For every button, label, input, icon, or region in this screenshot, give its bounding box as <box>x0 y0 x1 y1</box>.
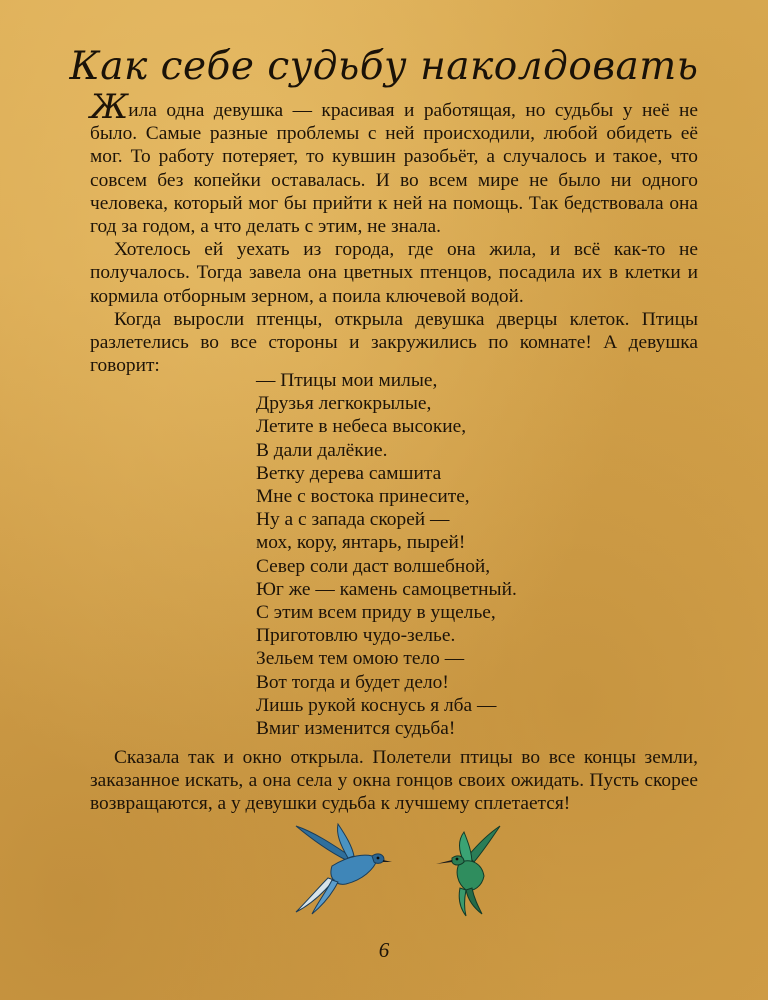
poem-line: Север соли даст волшебной, <box>256 555 491 577</box>
page-number: 6 <box>378 938 390 962</box>
poem-line: Мне с востока принесите, <box>256 486 470 508</box>
page-title: Как себе судьбу наколдовать <box>69 44 699 89</box>
poem-line: — Птицы мои милые, <box>256 370 438 391</box>
paragraph-4: Сказала так и окно открыла. Полетели птицы во все концы земли, заказанное искать, а она села у окна гонцов своих ожидать. Пусть скорее возвращаются, а у девушки судьба к лучшему сплетается! <box>90 747 698 815</box>
poem-line: Приготовлю чудо-зелье. <box>256 625 456 647</box>
story-outro <box>90 746 698 816</box>
paragraph-1-text: ила одна девушка — красивая и работящая, но судьбы у неё не было. Самые разные проблемы с ней происходили, любой обидеть её мог. То работу потеряет, то кувшин разобьёт, а случалось и такое, что совсем без копейки оставалась. И во всем мире не было ни одного человека, который мог бы прийти к ней на помощь. Так бедствовала она год за годом, а что делать с этим, не знала. <box>90 100 698 238</box>
paragraph-2: Хотелось ей уехать из города, где она жила, и всё как-то не получалось. Тогда завела она цветных птенцов, посадила их в клетки и кормила отборным зерном, а поила ключевой водой. <box>90 239 698 307</box>
drop-cap: Ж <box>90 87 129 127</box>
poem-line: Юг же — камень самоцветный. <box>256 578 517 600</box>
poem <box>256 369 517 740</box>
poem-line: Зельем тем омою тело — <box>256 648 465 670</box>
story-intro <box>90 87 698 377</box>
poem-line: Ну а с запада скорей — <box>256 509 450 531</box>
poem-line: Друзья легкокрылые, <box>256 393 432 415</box>
paragraph-1 <box>90 87 698 238</box>
hummingbirds-illustration <box>288 822 528 922</box>
paragraph-3: Когда выросли птенцы, открыла девушка дверцы клеток. Птицы разлетелись во все стороны и закружились по комнате! А девушка говорит: <box>90 308 698 377</box>
poem-line: Летите в небеса высокие, <box>256 416 467 438</box>
poem-line: Вот тогда и будет дело! <box>256 671 449 693</box>
blue-hummingbird-icon <box>296 824 392 914</box>
poem-line: Вмиг изменится судьба! <box>256 718 456 740</box>
poem-line: Лишь рукой коснусь я лба — <box>256 694 497 716</box>
green-hummingbird-icon <box>436 826 500 916</box>
poem-line: Ветку дерева самшита <box>256 462 442 484</box>
poem-line: С этим всем приду в ущелье, <box>256 602 496 624</box>
poem-line: В дали далёкие. <box>256 439 388 461</box>
poem-line: мох, кору, янтарь, пырей! <box>256 532 466 554</box>
